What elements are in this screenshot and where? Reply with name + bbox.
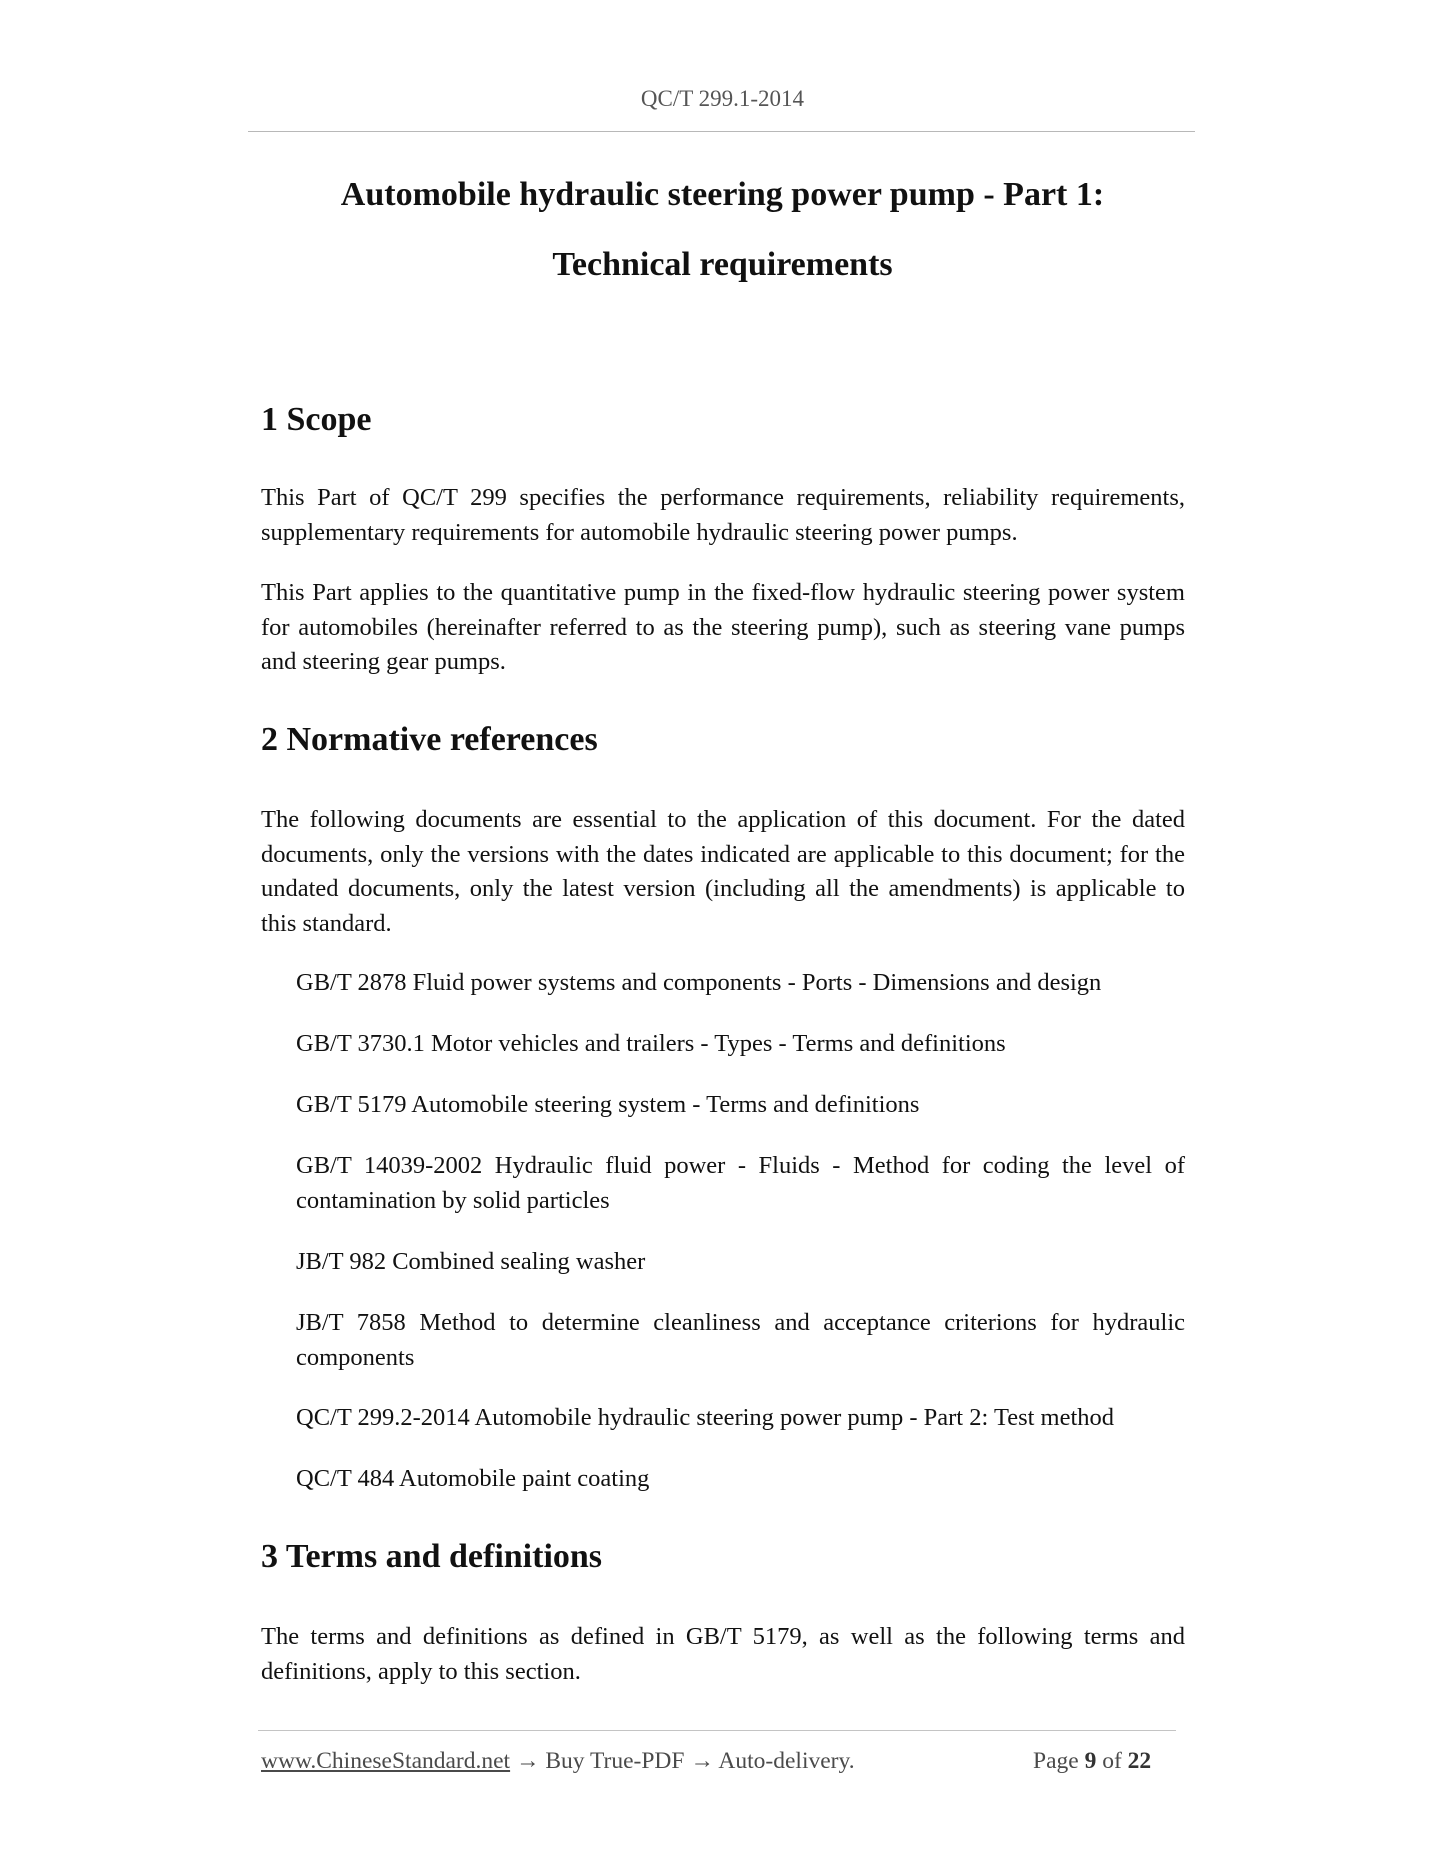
document-title-line-1: Automobile hydraulic steering power pump - Part 1: <box>340 176 1105 213</box>
reference-item: QC/T 484 Automobile paint coating <box>296 1465 650 1492</box>
auto-delivery-text: Auto-delivery. <box>718 1748 855 1774</box>
total-pages: 22 <box>1127 1748 1152 1774</box>
arrow-right-icon: → <box>690 1748 714 1774</box>
reference-item: GB/T 2878 Fluid power systems and components - Ports - Dimensions and design <box>296 969 1102 996</box>
footer-divider <box>258 1730 1176 1731</box>
reference-item: QC/T 299.2-2014 Automobile hydraulic steering power pump - Part 2: Test method <box>296 1404 1115 1431</box>
scope-paragraph-1: This Part of QC/T 299 specifies the performance requirements, reliability requirements, supplementary requirements for automobile hydraulic steering power pumps. <box>261 484 1185 546</box>
website-link[interactable]: www.ChineseStandard.net <box>261 1748 511 1774</box>
reference-item: JB/T 982 Combined sealing washer <box>296 1248 646 1275</box>
section-heading-normative-references: 2 Normative references <box>261 721 598 758</box>
section-heading-terms-and-definitions: 3 Terms and definitions <box>261 1538 603 1575</box>
page-indicator <box>1033 1748 1151 1775</box>
section-heading-scope: 1 Scope <box>261 401 372 438</box>
running-header: QC/T 299.1-2014 <box>640 86 805 111</box>
buy-pdf-text: Buy True-PDF <box>545 1748 685 1774</box>
terms-paragraph: The terms and definitions as defined in GB/T 5179, as well as the following terms and definitions, apply to this section. <box>261 1623 1185 1685</box>
scope-paragraph-2: This Part applies to the quantitative pump in the fixed-flow hydraulic steering power system for automobiles (hereinafter referred to as the steering pump), such as steering vane pumps and steering gear pumps. <box>261 579 1185 675</box>
page-label: Page <box>1033 1748 1079 1774</box>
header-divider <box>248 131 1195 132</box>
reference-item: GB/T 5179 Automobile steering system - Terms and definitions <box>296 1091 920 1118</box>
arrow-right-icon: → <box>515 1748 540 1774</box>
reference-item: GB/T 3730.1 Motor vehicles and trailers - Types - Terms and definitions <box>296 1030 1006 1057</box>
reference-item: JB/T 7858 Method to determine cleanliness and acceptance criterions for hydraulic components <box>296 1309 1185 1371</box>
of-label: of <box>1102 1748 1122 1774</box>
document-title-line-2: Technical requirements <box>552 246 893 283</box>
normative-paragraph: The following documents are essential to the application of this document. For the dated documents, only the versions with the dates indicated are applicable to this document; for the undated documents, only the latest version (including all the amendments) is applicable to this standard. <box>261 806 1185 937</box>
page-number: 9 <box>1084 1748 1097 1774</box>
reference-item: GB/T 14039-2002 Hydraulic fluid power - Fluids - Method for coding the level of contamination by solid particles <box>296 1152 1185 1214</box>
footer-promo <box>261 1748 855 1775</box>
